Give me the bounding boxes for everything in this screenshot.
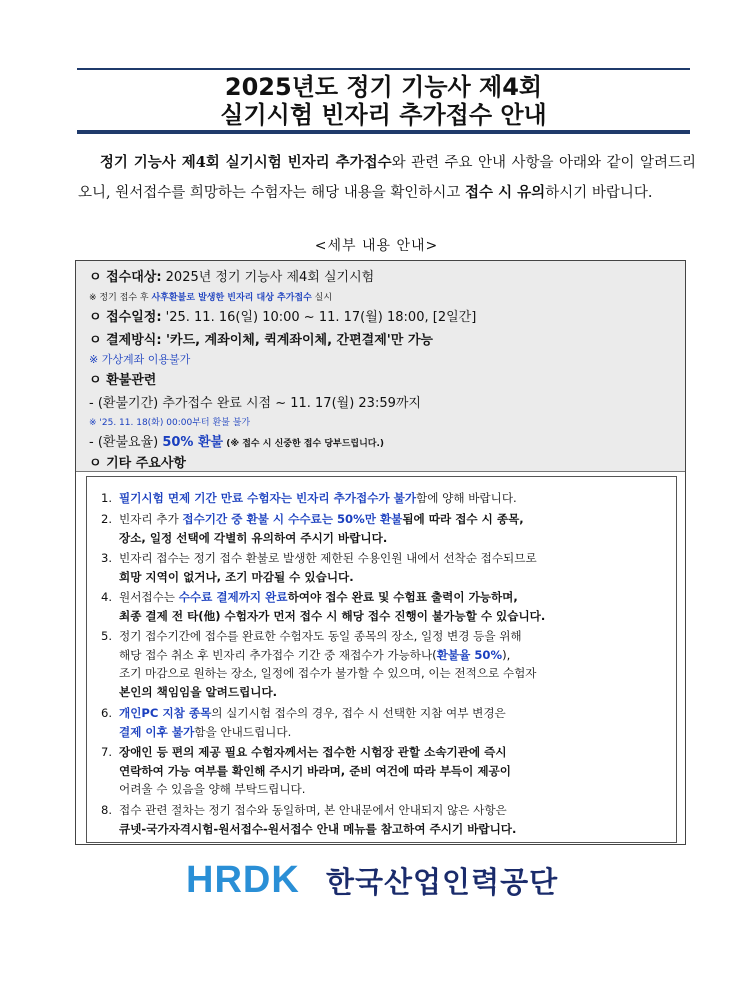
etc-heading: ㅇ 기타 주요사항 [89, 456, 186, 471]
note-6: 6. 개인PC 지참 종목의 실기시험 접수의 경우, 접수 시 선택한 지참 여부 변경은 결제 이후 불가함을 안내드립니다. [101, 706, 506, 739]
title-bottom-rule [77, 130, 690, 134]
intro-bold-2: 접수 시 유의 [465, 184, 546, 201]
note-8: 8. 접수 관련 절차는 정기 접수와 동일하며, 본 안내문에서 안내되지 않은 사항은 큐넷-국가자격시험-원서접수-원서접수 안내 메뉴를 참고하여 주시기 바랍니다. [101, 803, 517, 836]
title-top-rule [77, 68, 690, 70]
note-7: 7. 장애인 등 편의 제공 필요 수험자께서는 접수한 시험장 관할 소속기관에 즉시 연락하여 가능 여부를 확인해 주시기 바라며, 준비 여건에 따라 부득이 제공이 어려울 수 있음을 양해 부탁드립니다. [101, 745, 511, 796]
refund-period: - (환불기간) 추가접수 완료 시점 ~ 11. 17(월) 23:59까지 [89, 396, 421, 411]
details-summary-area [76, 261, 685, 472]
note-2: 2. 빈자리 추가 접수기간 중 환불 시 수수료는 50%만 환불됨에 따라 접수 시 종목, 장소, 일정 선택에 각별히 유의하여 주시기 바랍니다. [101, 512, 524, 545]
intro-text-1: 와 관련 주요 안내 사항을 아래와 같이 알려드리오니, 원서접수를 희망하는 수험자는 해당 내용을 확인하시고 [78, 155, 696, 201]
details-box [75, 260, 686, 845]
organization-name: 한국산업인력공단 [326, 865, 559, 899]
note-5: 5. 정기 접수기간에 접수를 완료한 수험자도 동일 종목의 장소, 일정 변경 등을 위해 해당 접수 취소 후 빈자리 추가접수 기간 중 재접수가 가능하나(환불율 50%), 조기 마감으로 원하는 장소, 일정에 접수가 불가할 수 있으며, 이는 전적으로 수험자 본인의 책임임을 알려드립니다. [101, 629, 537, 699]
page-title [77, 73, 690, 129]
target-note: ※ 정기 접수 후 사후환불로 발생한 빈자리 대상 추가접수 실시 [89, 293, 333, 303]
refund-period-note: ※ '25. 11. 18(화) 00:00부터 환불 불가 [89, 418, 251, 428]
target-row: ㅇ 접수대상: 2025년 정기 기능사 제4회 실기시험 [89, 270, 375, 285]
intro-paragraph [78, 148, 696, 208]
intro-text-2: 하시기 바랍니다. [545, 185, 653, 201]
hrdk-logo-mark-text: HRDK [186, 859, 300, 898]
intro-bold-1: 정기 기능사 제4회 실기시험 빈자리 추가접수 [99, 154, 392, 171]
note-4: 4. 원서접수는 수수료 결제까지 완료하여야 접수 완료 및 수험표 출력이 가능하며, 최종 결제 전 타(他) 수험자가 먼저 접수 시 해당 접수 진행이 불가능할 수 있습니다. [101, 590, 546, 623]
schedule-row: ㅇ 접수일정: '25. 11. 16(일) 10:00 ~ 11. 17(월) 18:00, [2일간] [89, 310, 477, 325]
refund-heading: ㅇ 환불관련 [89, 373, 157, 388]
payment-row: ㅇ 결제방식: '카드, 계좌이체, 퀵계좌이체, 간편결제'만 가능 [89, 333, 433, 348]
notes-box [86, 476, 677, 843]
note-3: 3. 빈자리 접수는 정기 접수 환불로 발생한 제한된 수용인원 내에서 선착순 접수되므로 희망 지역이 없거나, 조기 마감될 수 있습니다. [101, 551, 537, 584]
refund-rate: - (환불요율) 50% 환불 (※ 접수 시 신중한 접수 당부드립니다.) [89, 435, 385, 450]
details-subheading: <세부 내용 안내> [314, 238, 439, 254]
note-1: 1. 필기시험 면제 기간 만료 수험자는 빈자리 추가접수가 불가함에 양해 바랍니다. [101, 491, 517, 505]
payment-note: ※ 가상계좌 이용불가 [89, 353, 191, 366]
title-line-1: 2025년도 정기 기능사 제4회 [224, 73, 543, 101]
hrdk-logo-mark [186, 858, 324, 898]
title-line-2: 실기시험 빈자리 추가접수 안내 [220, 101, 547, 129]
